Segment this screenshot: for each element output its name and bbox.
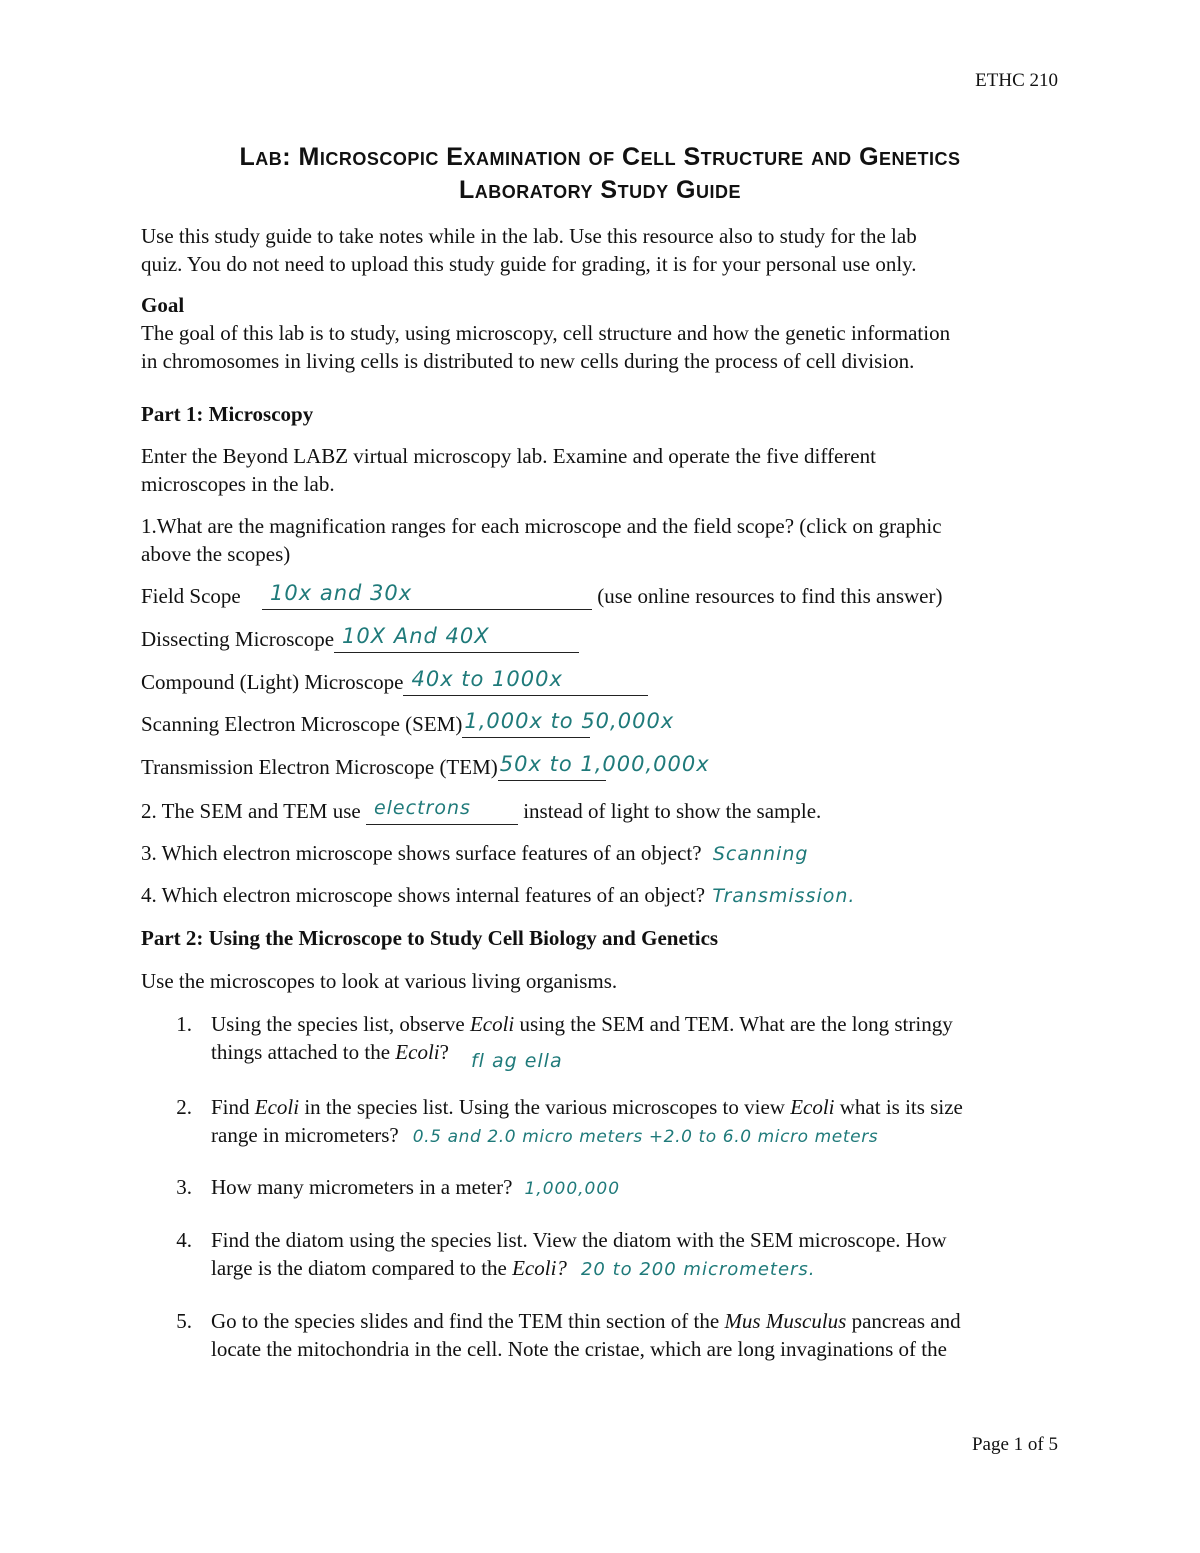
list-item-2-line-1 [211, 1093, 963, 1121]
scope-label: Field Scope [141, 584, 241, 608]
text-span: Go to the species slides and find the TEM thin section of the [211, 1309, 725, 1333]
answer-blank[interactable] [262, 581, 592, 610]
answer-blank[interactable] [334, 624, 579, 653]
list-number: 3. [176, 1175, 192, 1199]
list-number: 5. [176, 1309, 192, 1333]
text-span: things attached to the [211, 1040, 396, 1064]
part1-heading: Part 1: Microscopy [141, 402, 314, 426]
text-span: ? [439, 1040, 449, 1064]
part2-heading: Part 2: Using the Microscope to Study Cell Biology and Genetics [141, 926, 719, 950]
handwritten-answer: 1,000,000 [524, 1179, 621, 1199]
intro-line-1: Use this study guide to take notes while in the lab. Use this resource also to study for the lab [141, 224, 917, 248]
handwritten-answer: Scanning [712, 843, 809, 865]
answer-blank[interactable] [498, 752, 710, 781]
course-header: ETHC 210 [975, 70, 1058, 91]
scope-note: (use online resources to find this answer) [597, 584, 943, 608]
species-name: Ecoli [790, 1095, 835, 1119]
handwritten-answer: fl ag ella [470, 1050, 563, 1072]
text-span: using the SEM and TEM. What are the long stringy [514, 1012, 953, 1036]
text-span: in the species list. Using the various microscopes to view [299, 1095, 791, 1119]
list-item-5-line-1 [211, 1307, 961, 1335]
intro-line-2: quiz. You do not need to upload this study guide for grading, it is for your personal use only. [141, 252, 917, 276]
scope-label: Compound (Light) Microscope [141, 670, 404, 694]
goal-line-2: in chromosomes in living cells is distributed to new cells during the process of cell division. [141, 349, 915, 373]
list-number: 2. [176, 1095, 192, 1119]
handwritten-answer: 40x to 1000x [411, 667, 563, 691]
handwritten-answer: 1,000x to 50,000x [464, 709, 675, 733]
handwritten-answer: 50x to 1,000,000x [499, 752, 710, 776]
part1-intro-2: microscopes in the lab. [141, 472, 335, 496]
list-number: 1. [176, 1012, 192, 1036]
handwritten-answer: Transmission. [712, 885, 856, 907]
text-span: what is its size [834, 1095, 963, 1119]
scope-label: Dissecting Microscope [141, 627, 335, 651]
q1-line-2: above the scopes) [141, 542, 291, 566]
text-span: pancreas and [846, 1309, 961, 1333]
text-span: Find [211, 1095, 255, 1119]
goal-heading: Goal [141, 293, 185, 317]
list-number: 4. [176, 1228, 192, 1252]
handwritten-answer: 0.5 and 2.0 micro meters +2.0 to 6.0 micro meters [412, 1127, 879, 1147]
species-name: Ecoli [469, 1012, 515, 1036]
q2-pre: 2. The SEM and TEM use [141, 799, 361, 823]
scope-row-dissecting [141, 625, 579, 653]
answer-blank[interactable] [403, 667, 648, 696]
title-line-2: Laboratory Study Guide [459, 176, 741, 204]
text-span: How many micrometers in a meter? [211, 1175, 513, 1199]
page-number: Page 1 of 5 [971, 1434, 1058, 1455]
handwritten-answer: 10x and 30x [270, 581, 413, 605]
q3-row [141, 839, 808, 868]
scope-label: Scanning Electron Microscope (SEM) [141, 712, 463, 736]
q4-text: 4. Which electron microscope shows internal features of an object? [141, 883, 706, 907]
q2-row [141, 797, 821, 825]
species-name: Ecoli [395, 1040, 440, 1064]
goal-line-1: The goal of this lab is to study, using microscopy, cell structure and how the genetic information [141, 321, 951, 345]
list-item-4-line-2 [211, 1254, 816, 1284]
handwritten-answer: electrons [373, 797, 471, 819]
q3-text: 3. Which electron microscope shows surface features of an object? [141, 841, 702, 865]
handwritten-answer: 10X And 40X [342, 624, 490, 648]
answer-blank[interactable] [462, 709, 675, 738]
q1-line-1: 1.What are the magnification ranges for each microscope and the field scope? (click on graphic [141, 514, 942, 538]
scope-row-field [141, 582, 943, 610]
scope-label: Transmission Electron Microscope (TEM) [141, 755, 498, 779]
list-item-3 [211, 1173, 620, 1203]
title-line-1: Lab: Microscopic Examination of Cell Structure and Genetics [239, 143, 961, 171]
list-item-1-line-1 [211, 1010, 953, 1038]
text-span: Using the species list, observe [211, 1012, 470, 1036]
list-item-1-line-2 [211, 1038, 563, 1072]
answer-blank[interactable] [366, 797, 518, 825]
handwritten-answer: 20 to 200 micrometers. [580, 1259, 816, 1280]
part1-intro-1: Enter the Beyond LABZ virtual microscopy lab. Examine and operate the five different [141, 444, 876, 468]
q4-row [141, 881, 855, 910]
scope-row-compound [141, 668, 648, 696]
list-item-4-line-1: Find the diatom using the species list. View the diatom with the SEM microscope. How [211, 1228, 947, 1252]
species-name: Ecoli? [512, 1256, 567, 1280]
species-name: Ecoli [254, 1095, 300, 1119]
text-span: large is the diatom compared to the [211, 1256, 513, 1280]
q2-post: instead of light to show the sample. [523, 799, 822, 823]
scope-row-sem [141, 709, 675, 738]
part2-intro: Use the microscopes to look at various living organisms. [141, 969, 618, 993]
species-name: Mus Musculus [724, 1309, 847, 1333]
list-item-5-line-2: locate the mitochondria in the cell. Note the cristae, which are long invaginations of the [211, 1337, 947, 1361]
list-item-2-line-2 [211, 1121, 878, 1151]
scope-row-tem [141, 752, 710, 781]
text-span: range in micrometers? [211, 1123, 399, 1147]
